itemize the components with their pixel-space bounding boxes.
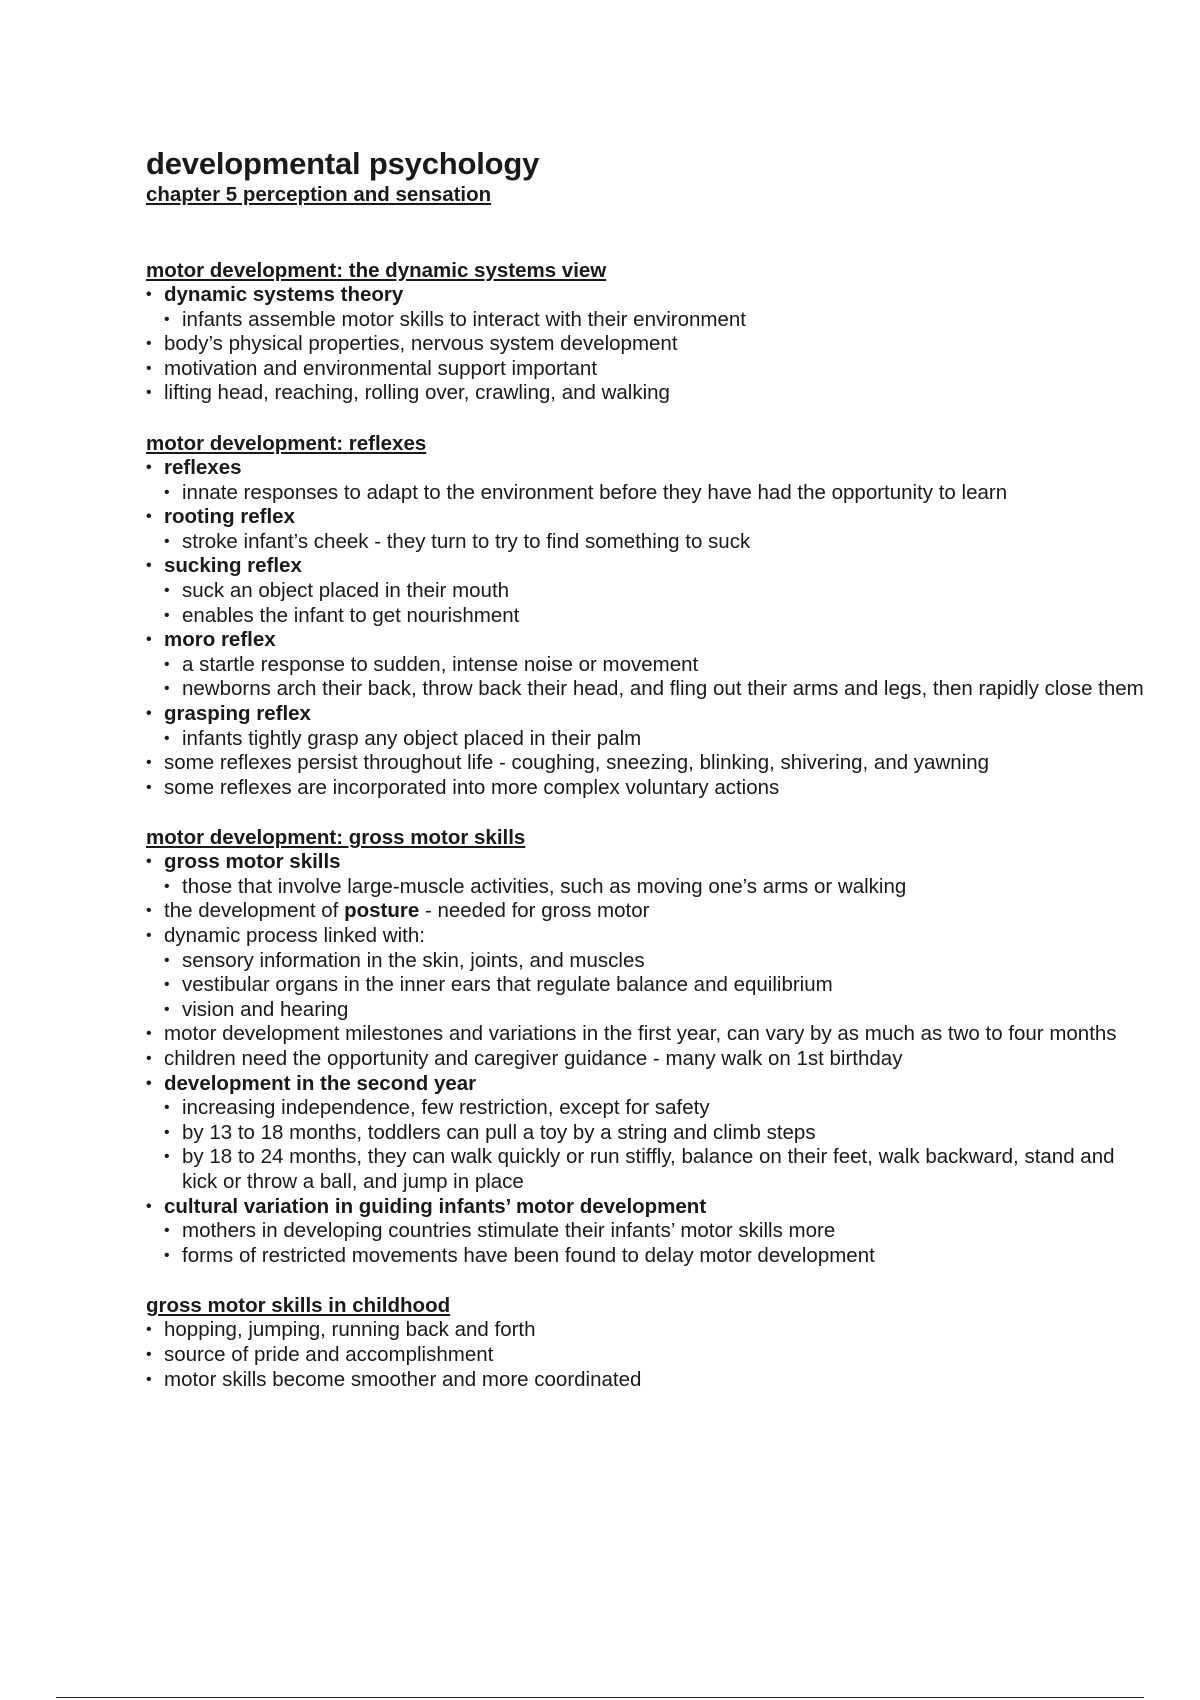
section-heading: gross motor skills in childhood [146, 1294, 451, 1318]
list-item: • grasping reflex [146, 702, 1146, 727]
bullet-list [146, 283, 1146, 406]
list-item: • by 13 to 18 months, toddlers can pull a toy by a string and climb steps [146, 1121, 1146, 1146]
list-item: • newborns arch their back, throw back their head, and fling out their arms and legs, then rapidly close them [146, 677, 1146, 702]
footer-divider [56, 1697, 1144, 1698]
list-item: • vestibular organs in the inner ears that regulate balance and equilibrium [146, 973, 1146, 998]
list-item: • mothers in developing countries stimulate their infants’ motor skills more [146, 1219, 1146, 1244]
list-item: • gross motor skills [146, 850, 1146, 875]
list-item: • infants assemble motor skills to interact with their environment [146, 308, 1146, 333]
bullet-list [146, 1318, 1146, 1392]
list-item: • forms of restricted movements have been found to delay motor development [146, 1244, 1146, 1269]
list-item: • motivation and environmental support important [146, 357, 1146, 382]
list-item: • motor skills become smoother and more coordinated [146, 1368, 1146, 1393]
list-item: • hopping, jumping, running back and forth [146, 1318, 1146, 1343]
section-childhood-gross-motor [146, 1294, 1146, 1392]
list-item: • enables the infant to get nourishment [146, 604, 1146, 629]
list-item [146, 899, 1146, 924]
list-item: • lifting head, reaching, rolling over, crawling, and walking [146, 381, 1146, 406]
list-item: • body’s physical properties, nervous system development [146, 332, 1146, 357]
list-item: • vision and hearing [146, 998, 1146, 1023]
emphasis-term: posture [344, 899, 420, 923]
section-heading: motor development: reflexes [146, 431, 427, 455]
list-item: • stroke infant’s cheek - they turn to try to find something to suck [146, 530, 1146, 555]
section-dynamic-systems [146, 259, 1146, 406]
list-item: • source of pride and accomplishment [146, 1343, 1146, 1368]
list-item: • some reflexes are incorporated into more complex voluntary actions [146, 776, 1146, 801]
list-item: • development in the second year [146, 1072, 1146, 1097]
section-heading: motor development: the dynamic systems view [146, 259, 607, 282]
list-item: • some reflexes persist throughout life - coughing, sneezing, blinking, shivering, and yawning [146, 751, 1146, 776]
list-item: • innate responses to adapt to the environment before they have had the opportunity to learn [146, 481, 1146, 506]
section-reflexes [146, 432, 1146, 800]
list-item: • rooting reflex [146, 505, 1146, 530]
bullet-list [146, 456, 1146, 800]
document-subtitle: chapter 5 perception and sensation [146, 183, 492, 206]
list-item: • children need the opportunity and caregiver guidance - many walk on 1st birthday [146, 1047, 1146, 1072]
item-text: the development of [164, 899, 345, 923]
document-title: developmental psychology [146, 146, 540, 181]
list-item: • suck an object placed in their mouth [146, 579, 1146, 604]
list-item: • increasing independence, few restriction, except for safety [146, 1096, 1146, 1121]
list-item: • by 18 to 24 months, they can walk quickly or run stiffly, balance on their feet, walk backward, stand and kick or throw a ball, and jump in place [146, 1145, 1146, 1194]
list-item: • a startle response to sudden, intense noise or movement [146, 653, 1146, 678]
item-text: - needed for gross motor [419, 899, 650, 923]
section-gross-motor-skills [146, 826, 1146, 1268]
list-item: • sucking reflex [146, 554, 1146, 579]
bullet-list [146, 850, 1146, 1268]
document-page [146, 146, 1146, 1392]
list-item: • those that involve large-muscle activities, such as moving one’s arms or walking [146, 875, 1146, 900]
list-item: • infants tightly grasp any object placed in their palm [146, 727, 1146, 752]
list-item: • motor development milestones and variations in the first year, can vary by as much as two to four months [146, 1022, 1146, 1047]
list-item: • reflexes [146, 456, 1146, 481]
section-heading: motor development: gross motor skills [146, 826, 526, 850]
list-item: • dynamic process linked with: [146, 924, 1146, 949]
list-item: • moro reflex [146, 628, 1146, 653]
list-item: • dynamic systems theory [146, 283, 1146, 308]
list-item: • cultural variation in guiding infants’ motor development [146, 1195, 1146, 1220]
list-item: • sensory information in the skin, joints, and muscles [146, 949, 1146, 974]
